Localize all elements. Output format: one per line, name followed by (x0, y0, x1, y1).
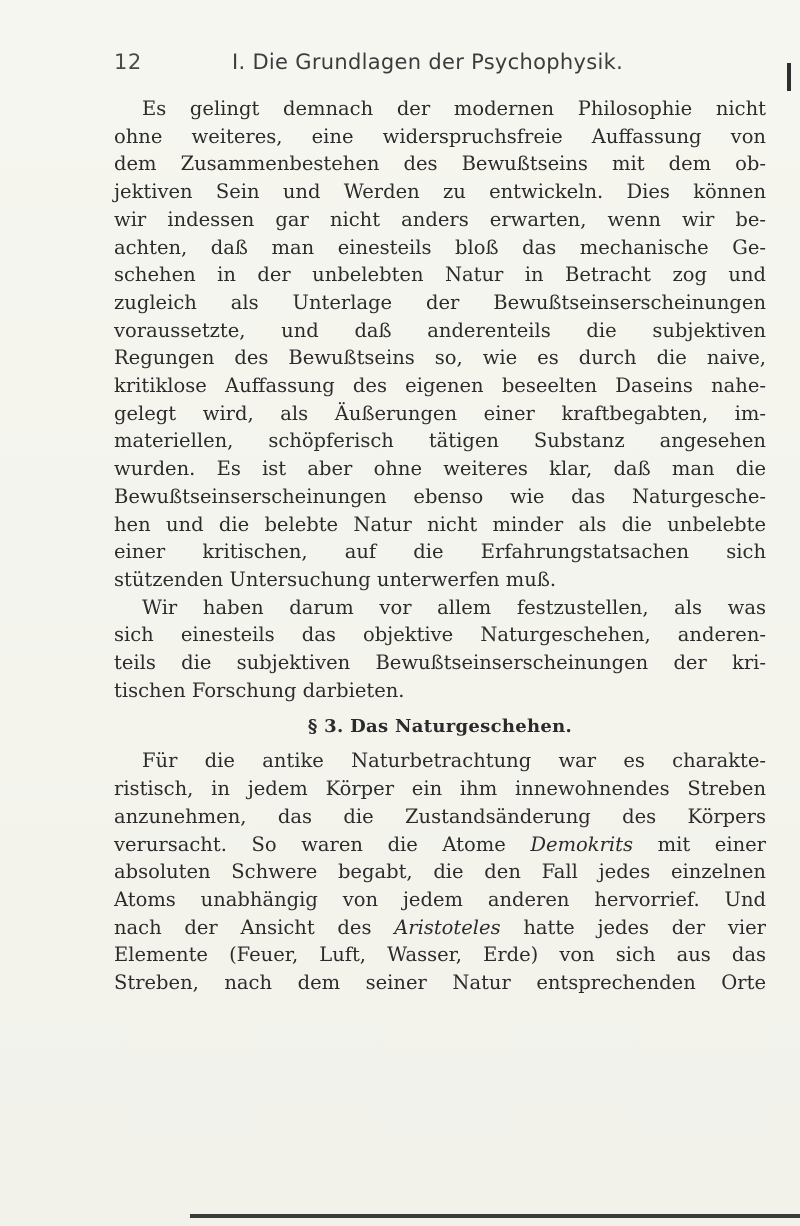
text-line: Elemente (Feuer, Luft, Wasser, Erde) von sich aus das (114, 943, 766, 967)
text-line: schehen in der unbelebten Natur in Betracht zog und (114, 263, 766, 287)
text-line: gelegt wird, als Äußerungen einer kraftbegabten, im- (114, 401, 766, 425)
text-line: Es gelingt demnach der modernen Philosophie nicht (142, 97, 766, 120)
bottom-edge-rule (190, 1214, 800, 1218)
text-line: Atoms unabhängig von jedem anderen hervorrief. Und (114, 887, 766, 911)
text-line: Regungen des Bewußtseins so, wie es durch die naive, (114, 346, 766, 370)
text-line: materiellen, schöpferisch tätigen Substanz angesehen (114, 429, 766, 453)
page-edge-mark (787, 63, 791, 91)
text-line: tischen Forschung darbieten. (114, 678, 405, 702)
text-line: ohne weiteres, eine widerspruchsfreie Auffassung von (114, 124, 766, 148)
text-line: voraussetzte, und daß anderenteils die subjektiven (114, 318, 766, 342)
text-span: verursacht. So waren die Atome (114, 832, 531, 856)
body-text (114, 95, 766, 997)
page-number: 12 (114, 50, 142, 74)
text-span: hatte jedes der vier (500, 915, 766, 939)
text-line: achten, daß man einesteils bloß das mechanische Ge- (114, 235, 766, 259)
text-line: kritiklose Auffassung des eigenen beseelten Daseins nahe- (114, 374, 766, 398)
text-span: nach der Ansicht des (114, 915, 395, 939)
text-line: einer kritischen, auf die Erfahrungstatsachen sich (114, 540, 766, 564)
text-line (114, 831, 766, 859)
section-heading: § 3. Das Naturgeschehen. (307, 716, 573, 738)
text-line (114, 914, 766, 942)
text-line: Für die antike Naturbetrachtung war es charakte- (142, 749, 766, 773)
text-line: Wir haben darum vor allem festzustellen, als was (142, 595, 766, 619)
text-span: mit einer (633, 832, 766, 856)
text-line: hen und die belebte Natur nicht minder als die unbelebte (114, 512, 766, 536)
text-line: Streben, nach dem seiner Natur entsprechenden Orte (114, 971, 766, 995)
text-line: teils die subjektiven Bewußtseinserscheinungen der kri- (114, 651, 766, 675)
text-line: dem Zusammenbestehen des Bewußtseins mit dem ob- (114, 152, 766, 176)
text-line: stützenden Untersuchung unterwerfen muß. (114, 567, 557, 591)
text-line: wir indessen gar nicht anders erwarten, wenn wir be- (114, 207, 766, 231)
text-line: anzunehmen, das die Zustandsänderung des Körpers (114, 804, 766, 828)
author-name-aristotle: Aristoteles (394, 915, 501, 939)
author-name-democritus: Demokrits (530, 832, 634, 856)
running-head (0, 50, 800, 90)
text-line: jektiven Sein und Werden zu entwickeln. Dies können (114, 180, 766, 204)
text-line: zugleich als Unterlage der Bewußtseinserscheinungen (114, 290, 766, 314)
text-line: Bewußtseinserscheinungen ebenso wie das Naturgesche- (114, 484, 766, 508)
paragraph-2 (114, 594, 766, 705)
paragraph-3 (114, 747, 766, 996)
paragraph-1 (114, 95, 766, 594)
text-line: ristisch, in jedem Körper ein ihm innewohnendes Streben (114, 777, 766, 801)
text-line: absoluten Schwere begabt, die den Fall jedes einzelnen (114, 860, 766, 884)
text-line: sich einesteils das objektive Naturgeschehen, anderen- (114, 623, 766, 647)
running-title: I. Die Grundlagen der Psychophysik. (232, 50, 624, 74)
text-line: wurden. Es ist aber ohne weiteres klar, daß man die (114, 457, 766, 481)
